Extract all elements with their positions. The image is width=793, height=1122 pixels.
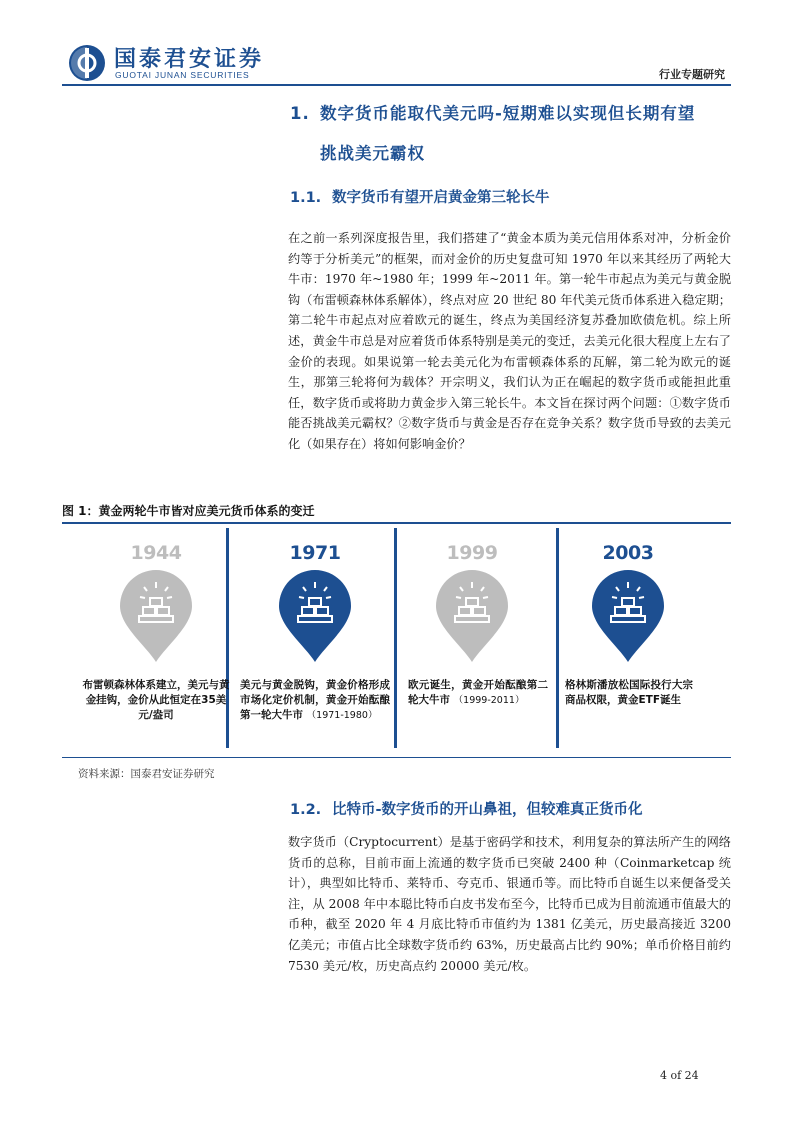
milestone-caption: [81, 678, 231, 723]
section-1-2-title: 比特币-数字货币的开山鼻祖，但较难真正货币化: [332, 802, 643, 818]
location-pin-icon: [275, 568, 355, 664]
section-1-2-heading: [290, 798, 643, 819]
company-name-cn: 国泰君安证券: [114, 47, 265, 72]
section-1-1-title: 数字货币有望开启黄金第三轮长牛: [332, 190, 550, 206]
milestone-year: 1999: [446, 542, 498, 564]
section-1-2-number: 1.2.: [290, 802, 322, 818]
milestone-caption: [240, 678, 390, 723]
section-1-1-heading: [290, 186, 550, 207]
section-1-heading: [290, 94, 740, 174]
milestone-year: 2003: [602, 542, 654, 564]
milestone-caption: [565, 678, 693, 708]
section-1-number: 1.: [290, 104, 310, 123]
milestone-year: 1971: [289, 542, 341, 564]
header-divider: [62, 84, 731, 86]
figure-1-title: 图 1：黄金两轮牛市皆对应美元货币体系的变迁: [62, 504, 315, 518]
company-logo-icon: [68, 44, 106, 82]
timeline-separator: [556, 528, 559, 748]
page-number: 4 of 24: [660, 1069, 699, 1082]
section-1-title-line2: 挑战美元霸权: [320, 144, 425, 163]
location-pin-icon: [588, 568, 668, 664]
section-1-1-paragraph: 在之前一系列深度报告里，我们搭建了“黄金本质为美元信用体系对冲，分析金价约等于分析美元”的框架，而对金价的历史复盘可知 1970 年以来其经历了两轮大牛市：1970 年~1980 年；1999 年~2011 年。第一轮牛市起点为美元与黄金脱钩（布雷顿森林体系解体），终点对应 20 世纪 80 年代美元货币体系进入稳定期；第二轮牛市起点对应着欧元的诞生，终点为美国经济复苏叠加欧债危机。综上所述，黄金牛市总是对应着货币体系特别是美元的变迁，去美元化很大程度上左右了金价的表现。如果说第一轮去美元化为布雷顿森体系的瓦解，第二轮为欧元的诞生，那第三轮将何为载体？开宗明义，我们认为正在崛起的数字货币或能担此重任，数字货币或将助力黄金步入第三轮长牛。本文旨在探讨两个问题：①数字货币能否挑战美元霸权？②数字货币与黄金是否存在竞争关系？数字货币导致的去美元化（如果存在）将如何影响金价？: [288, 231, 731, 451]
milestone-caption-text: 美元与黄金脱钩，黄金价格形成市场化定价机制，黄金开始酝酿第一轮大牛市: [240, 679, 390, 721]
milestone-caption-text: 格林斯潘放松国际投行大宗商品权限，黄金ETF诞生: [565, 679, 693, 706]
report-type-label: 行业专题研究: [659, 68, 725, 81]
figure-top-divider: [62, 522, 731, 524]
figure-bottom-divider: [62, 757, 731, 758]
company-name-en: GUOTAI JUNAN SECURITIES: [115, 70, 250, 80]
milestone-caption-period: （1999-2011）: [453, 695, 525, 706]
section-1-title-line1: 数字货币能取代美元吗-短期难以实现但长期有望: [320, 104, 696, 123]
location-pin-icon: [116, 568, 196, 664]
milestone-caption-period: （1971-1980）: [306, 710, 378, 721]
milestone-caption-text: 欧元诞生，黄金开始酝酿第二轮大牛市: [408, 679, 548, 706]
section-1-1-number: 1.1.: [290, 190, 322, 206]
milestone-caption: [408, 678, 548, 708]
location-pin-icon: [432, 568, 512, 664]
milestone-caption-text: 布雷顿森林体系建立，美元与黄金挂钩，金价从此恒定在35美元/盎司: [82, 679, 230, 721]
timeline-separator: [394, 528, 397, 748]
figure-source: 资料来源：国泰君安证券研究: [78, 768, 215, 780]
section-1-2-paragraph: 数字货币（Cryptocurrent）是基于密码学和技术，利用复杂的算法所产生的网络货币的总称，目前市面上流通的数字货币已突破 2400 种（Coinmarketcap 统计），典型如比特币、莱特币、夸克币、银通币等。而比特币自诞生以来便备受关注，从 2008 年中本聪比特币白皮书发布至今，比特币已成为目前流通市值最大的币种，截至 2020 年 4 月底比特币市值约为 1381 亿美元，历史最高接近 3200 亿美元；市值占比全球数字货币约 63%，历史最高占比约 90%；单币价格目前约 7530 美元/枚，历史高点约 20000 美元/枚。: [288, 835, 731, 973]
milestone-year: 1944: [130, 542, 182, 564]
